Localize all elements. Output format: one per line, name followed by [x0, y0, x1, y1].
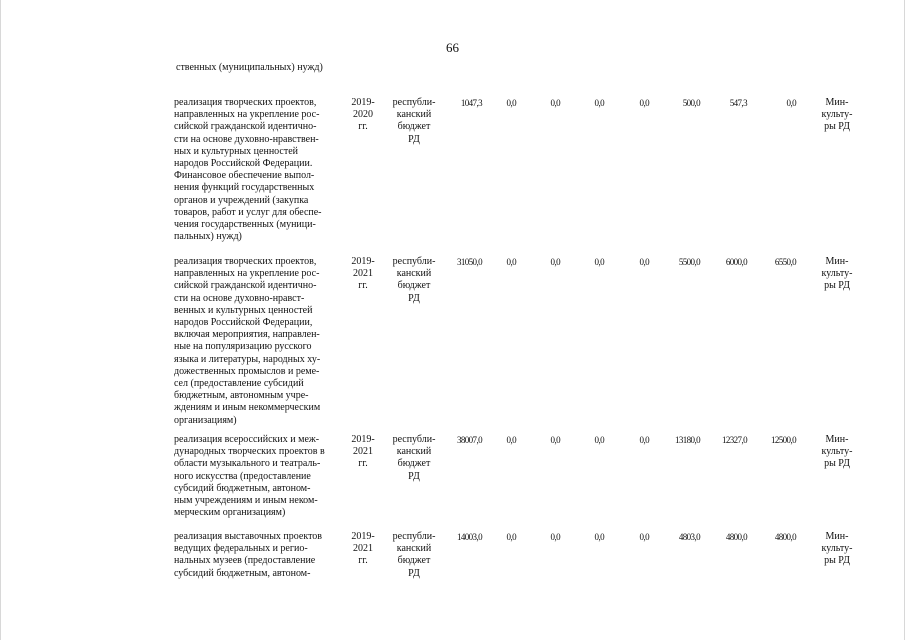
measure-description-line: сел (предоставление субсидий [174, 378, 304, 390]
scan-edge-left [0, 0, 1, 640]
measure-description-line: субсидий бюджетным, автоном- [174, 567, 311, 579]
funding-source-line: РД [408, 567, 420, 579]
measure-description-line: народов Российской Федерации, [174, 317, 313, 329]
implementation-period [345, 434, 381, 471]
measure-description-line: ждениям и иным некоммерческим [174, 402, 321, 414]
executor-line: ры РД [824, 121, 850, 133]
executor-line: культу- [821, 109, 853, 121]
implementation-period [345, 256, 381, 293]
measure-description-line: ного искусства (предоставление [174, 470, 311, 482]
amount-cell: 1047,3 [460, 98, 482, 108]
executor-line: культу- [821, 446, 853, 458]
implementation-period-line: гг. [358, 555, 368, 567]
funding-source-line: республи- [392, 256, 436, 267]
amount-cell: 0,0 [594, 257, 604, 267]
funding-source [386, 256, 442, 305]
executor-line: культу- [821, 543, 853, 555]
implementation-period-line: гг. [358, 458, 368, 470]
implementation-period-line: 2019- [351, 434, 375, 445]
measure-description-line: нения функций государственных [174, 182, 315, 194]
amount-cell: 500,0 [682, 98, 700, 108]
funding-source-line: бюджет [397, 121, 431, 133]
measure-description [174, 531, 344, 580]
measure-description-line: органов и учреждений (закупка [174, 194, 309, 206]
implementation-period [345, 531, 381, 568]
executor [808, 434, 866, 471]
measure-description-line: дународных творческих проектов в [174, 446, 325, 458]
amount-cell: 4800,0 [725, 532, 747, 542]
amount-cell: 6000,0 [725, 257, 747, 267]
measure-description [174, 434, 344, 519]
measure-description-line: венных и культурных ценностей [174, 304, 313, 316]
measure-description-line: народов Российской Федерации. [174, 158, 313, 170]
amount-cell: 31050,0 [456, 257, 482, 267]
amount-cell: 0,0 [594, 532, 604, 542]
funding-source-line: республи- [392, 97, 436, 108]
amount-cell: 0,0 [639, 435, 649, 445]
carry-over-text: ственных (муниципальных) нужд) [176, 62, 323, 73]
measure-description-line: сти на основе духовно-нравст- [174, 292, 305, 304]
amount-cell: 38007,0 [456, 435, 482, 445]
amount-cell: 12327,0 [721, 435, 747, 445]
measure-description-line: субсидий бюджетным, автоном- [174, 482, 311, 494]
executor [808, 256, 866, 293]
measure-description-line: бюджетным, автономным учре- [174, 390, 309, 402]
measure-description-line: пальных) нужд) [174, 231, 242, 243]
measure-description [174, 97, 344, 243]
measure-description-line: направленных на укрепление рос- [174, 268, 320, 280]
funding-source [386, 97, 442, 146]
implementation-period-line: 2019- [351, 531, 375, 542]
amount-cell: 0,0 [639, 98, 649, 108]
measure-description-line: ведущих федеральных и регио- [174, 543, 308, 555]
funding-source [386, 531, 442, 580]
measure-description-line: включая мероприятия, направлен- [174, 329, 320, 341]
amount-cell: 0,0 [639, 257, 649, 267]
funding-source-line: канский [396, 109, 432, 121]
amount-cell: 0,0 [506, 435, 516, 445]
executor-line: Мин- [825, 434, 849, 445]
amount-cell: 0,0 [506, 532, 516, 542]
amount-cell: 4803,0 [678, 532, 700, 542]
funding-source [386, 434, 442, 483]
measure-description-line: ных и культурных ценностей [174, 145, 299, 157]
amount-cell: 547,3 [729, 98, 747, 108]
amount-cell: 12500,0 [770, 435, 796, 445]
amount-cell: 0,0 [639, 532, 649, 542]
implementation-period-line: гг. [358, 121, 368, 133]
measure-description-line: сти на основе духовно-нравствен- [174, 133, 319, 145]
executor-line: ры РД [824, 555, 850, 567]
implementation-period-line: 2019- [351, 97, 375, 108]
measure-description [174, 256, 344, 427]
implementation-period-line: 2021 [353, 543, 373, 555]
executor [808, 531, 866, 568]
funding-source-line: бюджет [397, 280, 431, 292]
implementation-period-line: 2021 [353, 446, 373, 458]
executor-line: Мин- [825, 256, 849, 267]
executor-line: Мин- [825, 97, 849, 108]
measure-description-line: ные на популяризацию русского [174, 341, 312, 353]
implementation-period-line: 2019- [351, 256, 375, 267]
amount-cell: 0,0 [786, 98, 796, 108]
amount-cell: 13180,0 [674, 435, 700, 445]
amount-cell: 0,0 [506, 98, 516, 108]
measure-description-line: реализация выставочных проектов [174, 531, 323, 542]
funding-source-line: республи- [392, 434, 436, 445]
measure-description-line: чения государственных (муници- [174, 219, 316, 231]
amount-cell: 0,0 [550, 257, 560, 267]
funding-source-line: РД [408, 470, 420, 482]
funding-source-line: бюджет [397, 555, 431, 567]
funding-source-line: бюджет [397, 458, 431, 470]
amount-cell: 5500,0 [678, 257, 700, 267]
measure-description-line: языка и литературы, народных ху- [174, 353, 321, 365]
measure-description-line: Финансовое обеспечение выпол- [174, 170, 315, 182]
amount-cell: 0,0 [550, 532, 560, 542]
funding-source-line: канский [396, 543, 432, 555]
amount-cell: 4800,0 [774, 532, 796, 542]
measure-description-line: мерческим организациям) [174, 507, 286, 519]
amount-cell: 14003,0 [456, 532, 482, 542]
executor-line: культу- [821, 268, 853, 280]
amount-cell: 0,0 [594, 98, 604, 108]
implementation-period-line: 2021 [353, 268, 373, 280]
measure-description-line: реализация творческих проектов, [174, 97, 317, 108]
measure-description-line: ным учреждениям и иным неком- [174, 495, 318, 507]
amount-cell: 6550,0 [774, 257, 796, 267]
measure-description-line: реализация всероссийских и меж- [174, 434, 320, 445]
measure-description-line: реализация творческих проектов, [174, 256, 317, 267]
funding-source-line: республи- [392, 531, 436, 542]
executor-line: ры РД [824, 280, 850, 292]
measure-description-line: области музыкального и театраль- [174, 458, 321, 470]
funding-source-line: РД [408, 133, 420, 145]
funding-source-line: канский [396, 446, 432, 458]
implementation-period [345, 97, 381, 134]
measure-description-line: организациям) [174, 414, 237, 426]
page-number: 66 [446, 40, 459, 55]
measure-description-line: дожественных промыслов и реме- [174, 365, 320, 377]
implementation-period-line: гг. [358, 280, 368, 292]
amount-cell: 0,0 [506, 257, 516, 267]
measure-description-line: нальных музеев (предоставление [174, 555, 316, 567]
executor-line: Мин- [825, 531, 849, 542]
amount-cell: 0,0 [594, 435, 604, 445]
implementation-period-line: 2020 [353, 109, 373, 121]
funding-source-line: канский [396, 268, 432, 280]
executor-line: ры РД [824, 458, 850, 470]
measure-description-line: сийской гражданской идентично- [174, 121, 317, 133]
measure-description-line: направленных на укрепление рос- [174, 109, 320, 121]
funding-source-line: РД [408, 292, 420, 304]
amount-cell: 0,0 [550, 435, 560, 445]
measure-description-line: товаров, работ и услуг для обеспе- [174, 206, 322, 218]
amount-cell: 0,0 [550, 98, 560, 108]
executor [808, 97, 866, 134]
measure-description-line: сийской гражданской идентично- [174, 280, 317, 292]
